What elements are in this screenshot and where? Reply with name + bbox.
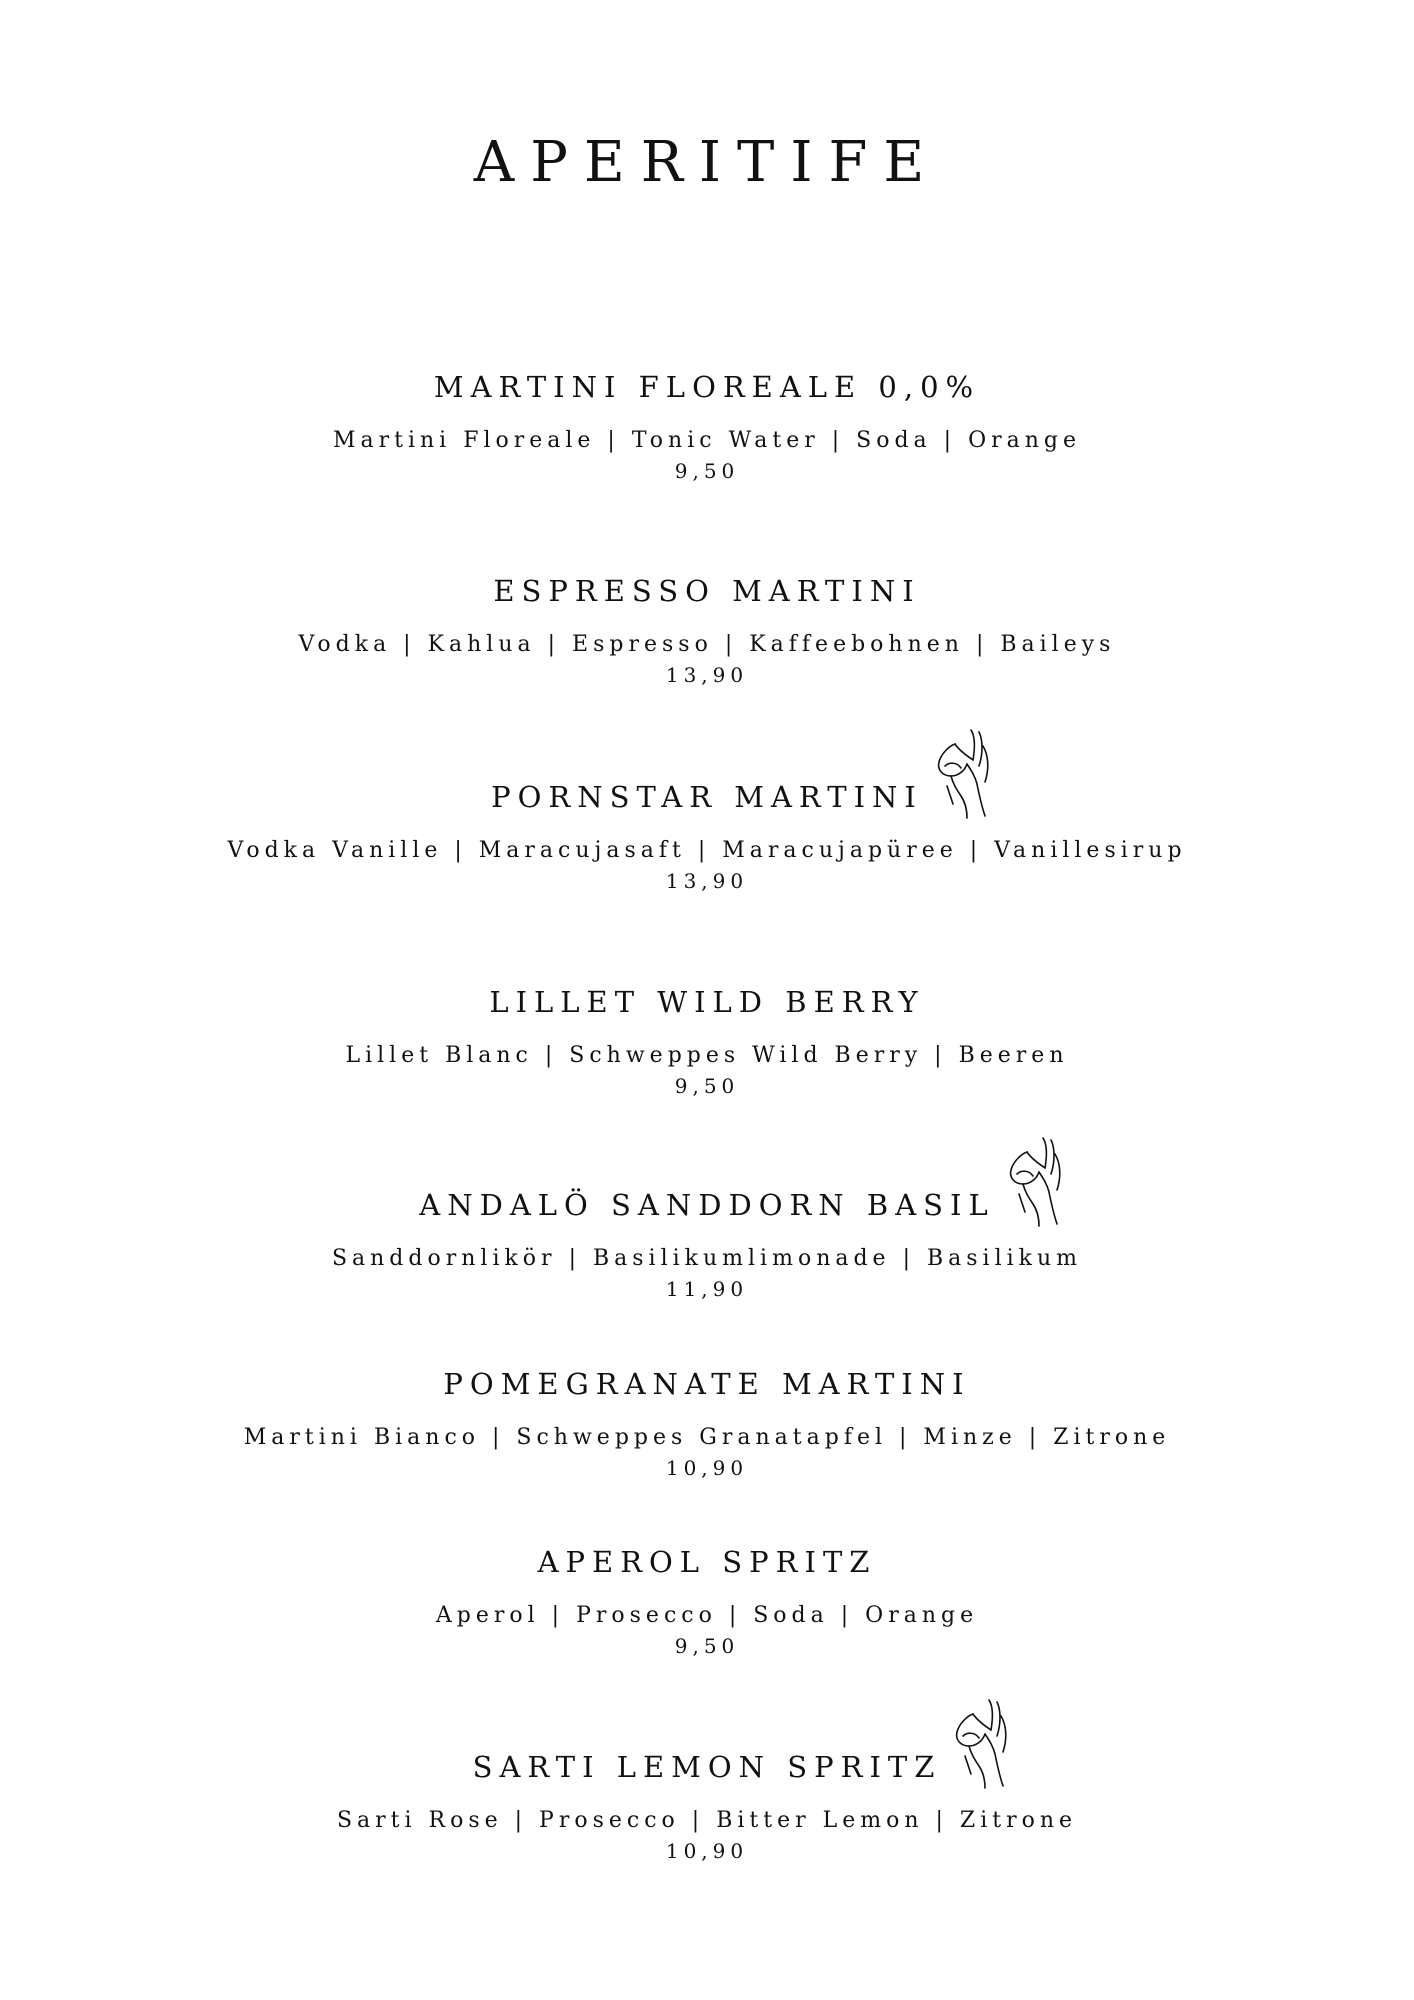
- item-ingredients: Aperol | Prosecco | Soda | Orange: [435, 1603, 979, 1628]
- menu-item: [0, 1545, 1414, 1658]
- item-price: 13,90: [665, 869, 749, 893]
- item-price: 9,50: [674, 1634, 740, 1658]
- item-price: 11,90: [665, 1277, 749, 1301]
- item-name: POMEGRANATE MARTINI: [443, 1367, 971, 1401]
- item-name: [473, 1750, 942, 1784]
- item-name: MARTINI FLOREALE 0,0%: [433, 370, 981, 404]
- ok-hand-icon: [931, 726, 993, 822]
- item-name: [419, 1188, 995, 1222]
- ok-hand-icon: [1003, 1134, 1065, 1230]
- menu-item: [0, 1188, 1414, 1301]
- item-name: [491, 780, 923, 814]
- menu-item: [0, 370, 1414, 483]
- item-ingredients: Lillet Blanc | Schweppes Wild Berry | Beeren: [345, 1043, 1069, 1068]
- item-name: APEROL SPRITZ: [537, 1545, 877, 1579]
- item-ingredients: Vodka Vanille | Maracujasaft | Maracujapüree | Vanillesirup: [227, 838, 1187, 863]
- menu-item: [0, 780, 1414, 893]
- item-price: 10,90: [665, 1456, 749, 1480]
- menu-item: [0, 1750, 1414, 1863]
- item-price: 9,50: [674, 1074, 740, 1098]
- item-name: ESPRESSO MARTINI: [493, 574, 921, 608]
- item-name-text: ANDALÖ SANDDORN BASIL: [419, 1188, 995, 1222]
- item-ingredients: Martini Floreale | Tonic Water | Soda | Orange: [332, 428, 1082, 453]
- item-name-text: SARTI LEMON SPRITZ: [472, 1750, 942, 1784]
- page-title: APERITIFE: [473, 130, 941, 195]
- menu-item: [0, 574, 1414, 687]
- item-name-text: PORNSTAR MARTINI: [491, 780, 923, 814]
- item-ingredients: Vodka | Kahlua | Espresso | Kaffeebohnen | Baileys: [298, 632, 1116, 657]
- item-ingredients: Martini Bianco | Schweppes Granatapfel | Minze | Zitrone: [243, 1425, 1171, 1450]
- item-name: LILLET WILD BERRY: [489, 985, 925, 1019]
- ok-hand-icon: [949, 1696, 1011, 1792]
- item-ingredients: Sanddornlikör | Basilikumlimonade | Basilikum: [331, 1246, 1083, 1271]
- menu-item: [0, 1367, 1414, 1480]
- item-ingredients: Sarti Rose | Prosecco | Bitter Lemon | Zitrone: [336, 1808, 1078, 1833]
- menu-item: [0, 985, 1414, 1098]
- item-price: 10,90: [665, 1839, 749, 1863]
- item-price: 13,90: [665, 663, 749, 687]
- item-price: 9,50: [674, 459, 740, 483]
